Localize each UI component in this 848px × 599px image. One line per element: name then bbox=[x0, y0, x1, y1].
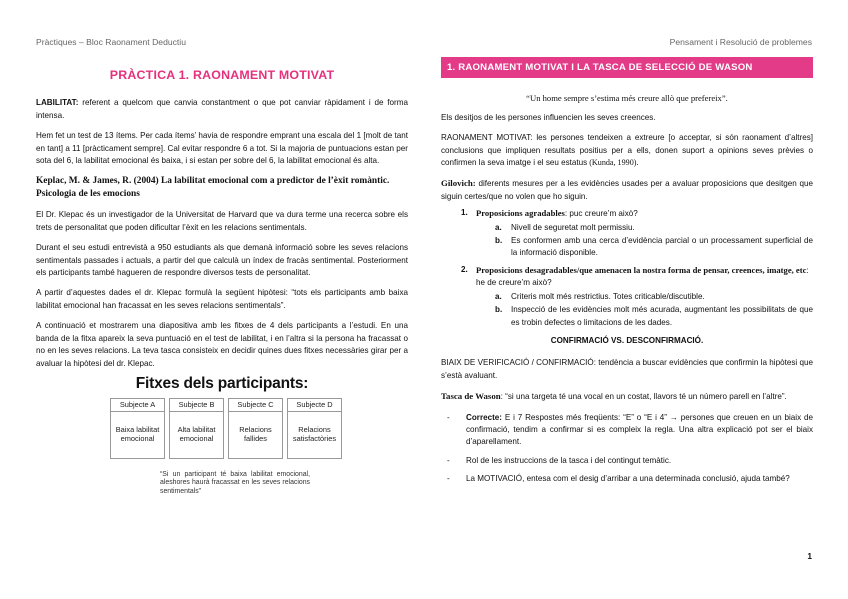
list-item bbox=[476, 291, 813, 303]
figure bbox=[36, 374, 408, 496]
practice-title: PRÀCTICA 1. RAONAMENT MOTIVAT bbox=[109, 68, 335, 82]
card-d bbox=[287, 398, 342, 459]
paragraph-task: A continuació et mostrarem una diapositiva amb les fitxes de 4 dels participants a l’estudi. En una banda de la fitxa apareix la seva puntuació en el test de labilitat, i en l’altra si la persona ha fracassat o no en les seves relacions. La teva tasca consisteix en decidir quines dues fitxes necessàries girar per a avaluar la hipòtesi del dr. Klepac. bbox=[36, 321, 408, 368]
header-right: Pensament i Resolució de problemes bbox=[669, 37, 812, 47]
card-a-head: Subjecte A bbox=[111, 399, 164, 412]
card-b bbox=[169, 398, 224, 459]
item-2b-letter: b. bbox=[495, 305, 503, 315]
list-item bbox=[441, 473, 813, 485]
bullet-3-dash: - bbox=[447, 474, 450, 484]
item-2-num: 2. bbox=[461, 264, 468, 274]
labilitat-definition bbox=[36, 97, 408, 122]
labilitat-label: LABILITAT: bbox=[36, 98, 79, 108]
intro: Els desitjos de les persones influencien les seves creences. bbox=[441, 112, 656, 122]
bullet-2-dash: - bbox=[447, 455, 450, 465]
section-banner: 1. RAONAMENT MOTIVAT I LA TASCA DE SELECCIÓ DE WASON bbox=[441, 57, 813, 78]
wason-text: : “si una targeta té una vocal en un costat, llavors té un número parell en l’altre”. bbox=[500, 392, 787, 402]
item-1b-letter: b. bbox=[495, 236, 503, 246]
card-a-body: Baixa labilitat emocional bbox=[115, 425, 160, 444]
item-2-sublist bbox=[476, 291, 813, 329]
page-number: 1 bbox=[807, 551, 812, 561]
item-2-rest: : he de creure’m això? bbox=[476, 265, 809, 288]
quote: “Un home sempre s’estima més creure allò que prefereix”. bbox=[526, 93, 728, 104]
wason-task bbox=[441, 390, 813, 403]
list-item bbox=[441, 264, 813, 329]
card-a bbox=[110, 398, 165, 459]
item-2-head: Proposicions desagradables/que amenacen la nostra forma de pensar, creences, imatge, etc bbox=[476, 264, 807, 275]
labilitat-text: referent a quelcom que canvia constantment o que pot canviar ràpidament i de forma intensa. bbox=[36, 98, 408, 120]
paragraph-study: Durant el seu estudi entrevistà a 950 estudiants als que demanà informació sobre les seves relacions sentimentals passades i actuals, a partir del que calculà un índex de fracàs sentimental. Posteriorment els participants també hagueren de respondre diversos tests de personalitat. bbox=[36, 243, 408, 278]
reference-title: La labilitat emocional com a predictor de l’èxit romàntic. Psicologia de les emocions bbox=[36, 176, 390, 200]
raonament-motivat bbox=[441, 132, 813, 169]
biaix-label: BIAIX DE VERIFICACIÓ / CONFIRMACIÓ: bbox=[441, 358, 596, 368]
list-item bbox=[476, 304, 813, 329]
rm-text: les persones tendeixen a extreure [o acceptar, si són raonament d’altres] conclusions que impliquen resultats positius per a ells, donen suport a opinions seves prèvies o confirmen la seva imatge i el seu estatus bbox=[441, 133, 814, 168]
wason-label: Tasca de Wason bbox=[441, 391, 501, 402]
card-c bbox=[228, 398, 283, 459]
propositions-list bbox=[441, 207, 813, 329]
card-b-head: Subjecte B bbox=[170, 399, 223, 412]
confirmation-title: CONFIRMACIÓ VS. DESCONFIRMACIÓ. bbox=[550, 335, 704, 345]
list-item bbox=[476, 222, 813, 234]
participant-cards bbox=[44, 398, 408, 459]
reference-authors: Keplac, M. & James, R. (2004) bbox=[36, 176, 159, 187]
card-b-body: Alta labilitat emocional bbox=[177, 425, 216, 444]
gilovich-label: Gilovich: bbox=[441, 178, 476, 189]
reference bbox=[36, 175, 408, 201]
item-2a-letter: a. bbox=[495, 291, 502, 301]
bullet-1-label: Correcte: bbox=[466, 412, 502, 422]
gilovich bbox=[441, 177, 813, 203]
item-1a-letter: a. bbox=[495, 222, 502, 232]
card-d-head: Subjecte D bbox=[288, 399, 341, 412]
bullet-1-dash: - bbox=[447, 412, 450, 422]
bullet-3-text: La MOTIVACIÓ, entesa com el desig d’arribar a una determinada conclusió, ajuda també? bbox=[466, 474, 790, 484]
list-item bbox=[441, 455, 813, 467]
header-left: Pràctiques – Bloc Raonament Deductiu bbox=[36, 37, 186, 47]
item-1-sublist bbox=[476, 222, 813, 260]
wason-bullets bbox=[441, 412, 813, 486]
paragraph-klepac: El Dr. Klepac és un investigador de la Universitat de Harvard que va dura terme una recerca sobre els trets de personalitat que poden dificultar l’èxit en les relacions sentimentals. bbox=[36, 210, 408, 232]
card-c-body: Relacions fallides bbox=[239, 425, 272, 444]
biaix-definition bbox=[441, 357, 813, 382]
item-2b-text: Inspecció de les evidències molt més acurada, augmentant les possibilitats de que es trobin defectes o limitacions de les dades. bbox=[511, 305, 813, 327]
right-column bbox=[441, 57, 813, 492]
bullet-1-text: E i 7 Respostes més freqüents: “E” o “E i 4” → persones que creuen en un biaix de confirmació, tendim a confirmar si es compleix la regla. Una altra explicació pot ser el biaix d’aparellament. bbox=[466, 412, 813, 447]
item-1b-text: Es conformen amb una cerca d’evidència parcial o un processament superficial de la informació disponible. bbox=[511, 236, 813, 258]
rm-cite: (Kunda, 1990). bbox=[587, 158, 639, 168]
gilovich-text: diferents mesures per a les evidències usades per a avaluar proposicions que desitgen que siguin certes/que no volen que ho siguin. bbox=[441, 179, 813, 201]
card-d-body: Relacions satisfactòries bbox=[292, 425, 337, 444]
biaix-text: tendència a buscar evidències que confirmin la hipòtesi que s’està avaluant. bbox=[441, 358, 813, 380]
bullet-2-text: Rol de les instruccions de la tasca i del contingut temàtic. bbox=[466, 455, 672, 465]
test-description: Hem fet un test de 13 ítems. Per cada ítems’ havia de respondre emprant una escala del 1 [molt de tant en tant] a 11 [pràcticament sempre]. Cal evitar respondre 6 a tot. Si la majoria de puntuacions estan per sota del 6, la labilitat emocional és baixa, i si estan per sobre del 6, la labilitat emocional és alta. bbox=[36, 131, 408, 166]
list-item bbox=[441, 207, 813, 260]
left-column bbox=[36, 66, 408, 496]
card-c-head: Subjecte C bbox=[229, 399, 282, 412]
item-2a-text: Criteris molt més restrictius. Totes criticable/discutible. bbox=[511, 291, 705, 301]
item-1-num: 1. bbox=[461, 208, 468, 218]
paragraph-hypothesis: A partir d’aquestes dades el dr. Klepac formulà la següent hipòtesi: “tots els participants amb baixa labilitat emocional han fracassat en les seves relacions sentimentals”. bbox=[36, 288, 408, 310]
item-1-head: Proposicions agradables bbox=[476, 208, 565, 219]
list-item bbox=[441, 412, 813, 449]
item-1a-text: Nivell de seguretat molt permissiu. bbox=[511, 222, 635, 232]
figure-caption: “Si un participant té baixa labilitat emocional, aleshores haurà fracassat en les seves relacions sentimentals” bbox=[160, 471, 310, 495]
list-item bbox=[476, 235, 813, 260]
rm-label: RAONAMENT MOTIVAT: bbox=[441, 133, 533, 143]
figure-title: Fitxes dels participants: bbox=[135, 374, 309, 392]
item-1-rest: : puc creure’m això? bbox=[564, 209, 638, 219]
